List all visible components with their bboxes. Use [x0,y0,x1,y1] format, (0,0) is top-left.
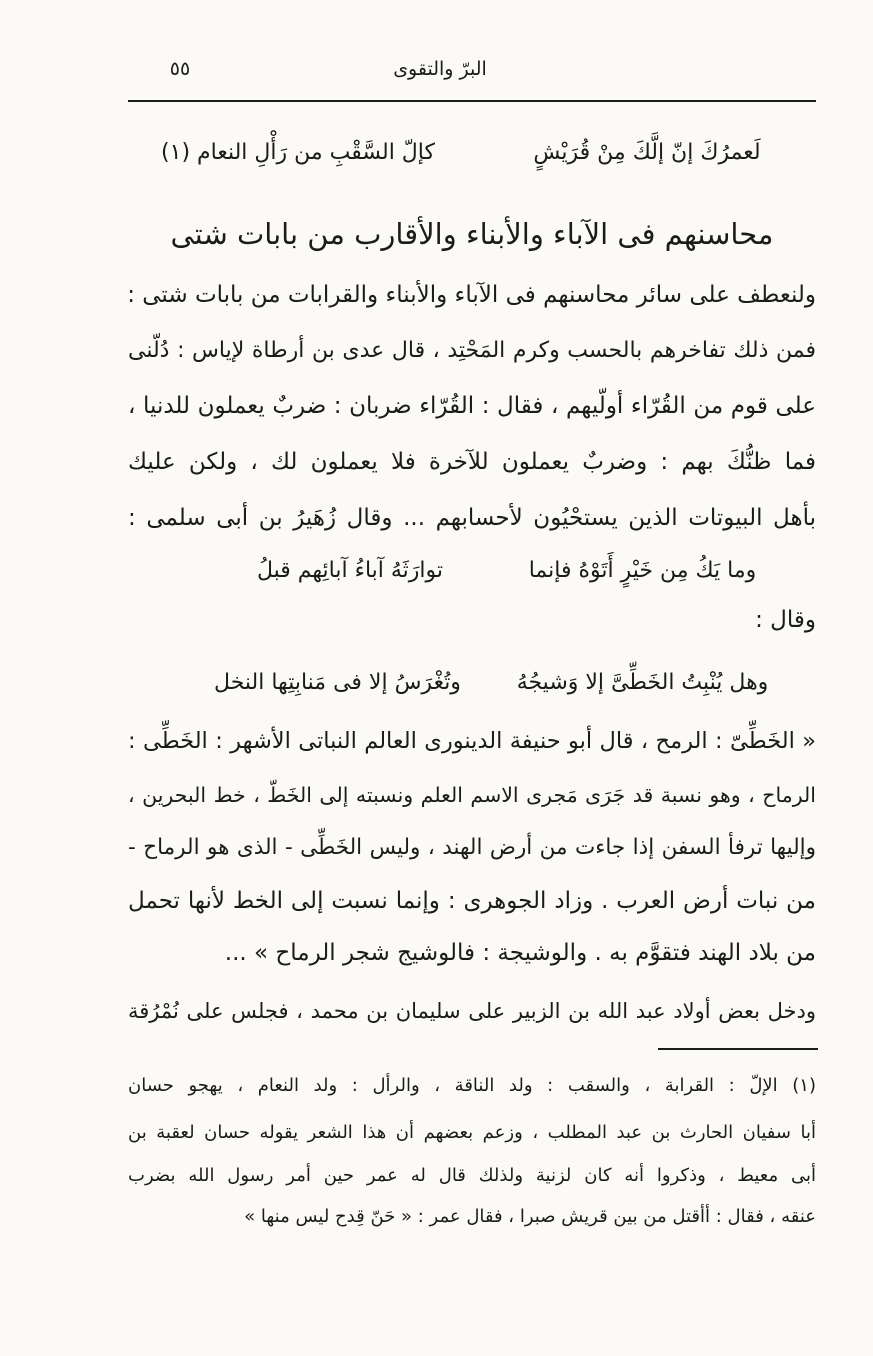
para-1-line: ولنعطف على سائر محاسنهم فى الآباء والأبناء والقرابات من بابات شتى : [127,282,816,308]
couplet-3-hemistich-left: وتُغْرَسُ إلا فى مَنابِتِها النخل [214,670,461,695]
page-number: ٥٥ [169,58,191,80]
para-2-line: « الخَطِّىّ : الرمح ، قال أبو حنيفة الدينورى العالم النباتى الأشهر : الخَطِّى : [128,728,816,754]
para-1-line: على قوم من القُرّاء أولّيهم ، فقال : القُرّاء ضربان : ضربٌ يعملون للدنيا ، [128,393,816,419]
para-1-line: فمن ذلك تفاخرهم بالحسب وكرم المَحْتِد ، قال عدى بن أرطاة لإياس : دُلّنى [128,338,816,363]
couplet-2-hemistich-right: وما يَكُ مِن خَيْرٍ أَتَوْهُ فإنما [528,558,757,583]
para-1-line: بأهل البيوتات الذين يستحْيُون لأحسابهم ... وقال زُهَيرُ بن أبى سلمى : [128,505,816,531]
couplet-1-hemistich-right: لَعمرُكَ إنّ إلَّكَ مِنْ قُرَيْشٍ [533,140,761,165]
couplet-2-hemistich-left: توارَثَهُ آباءُ آبائِهم قبلُ [256,558,444,583]
footnote-line: أبى معيط ، وذكروا أنه كان لزنية ولذلك قال له عمر حين أمر رسول الله بضرب [128,1165,816,1186]
footnote-line: (١) الإلّ : القرابة ، والسقب : ولد الناقة ، والرأل : ولد النعام ، يهجو حسان [128,1075,816,1096]
para-2-line: من نبات أرض العرب . وزاد الجوهرى : وإنما نسبت إلى الخط لأنها تحمل [128,888,816,914]
para-2-line: وإليها ترفأ السفن إذا جاءت من أرض الهند ، وليس الخَطِّى - الذى هو الرماح - [128,835,816,860]
couplet-1-hemistich-left: كإلّ السَّقْبِ من رَأْلِ النعام (١) [161,140,435,165]
footnote-line: أبا سفيان الحارث بن عبد المطلب ، وزعم بعضهم أن هذا الشعر يقوله حسان لعقبة بن [128,1122,816,1143]
para-2-line: من بلاد الهند فتقوَّم به . والوشيجة : فالوشيج شجر الرماح » ... [224,940,816,966]
para-2-line: الرماح ، وهو نسبة قد جَرَى مَجرى الاسم العلم ونسبته إلى الخَطّ ، خط البحرين ، [128,783,816,807]
section-heading: محاسنهم فى الآباء والأبناء والأقارب من بابات شتى [170,217,774,251]
header-rule [128,100,816,102]
footnote-rule [658,1048,818,1050]
para-1-line: فما ظنُّكَ بهم : وضربٌ يعملون للآخرة فلا يعملون لك ، ولكن عليك [128,449,816,475]
couplet-3-hemistich-right: وهل يُنْبِتُ الخَطِّىَّ إلا وَشيجُهُ [516,670,769,695]
wa-qal: وقال : [755,607,816,633]
footnote-line: عنقه ، فقال : أأقتل من بين قريش صبرا ، فقال عمر : « حَنّ قِدح ليس منها » [244,1206,816,1227]
running-header-title: البرّ والتقوى [393,58,487,80]
para-3-line: ودخل بعض أولاد عبد الله بن الزبير على سليمان بن محمد ، فجلس على نُمْرُقة [128,999,816,1023]
